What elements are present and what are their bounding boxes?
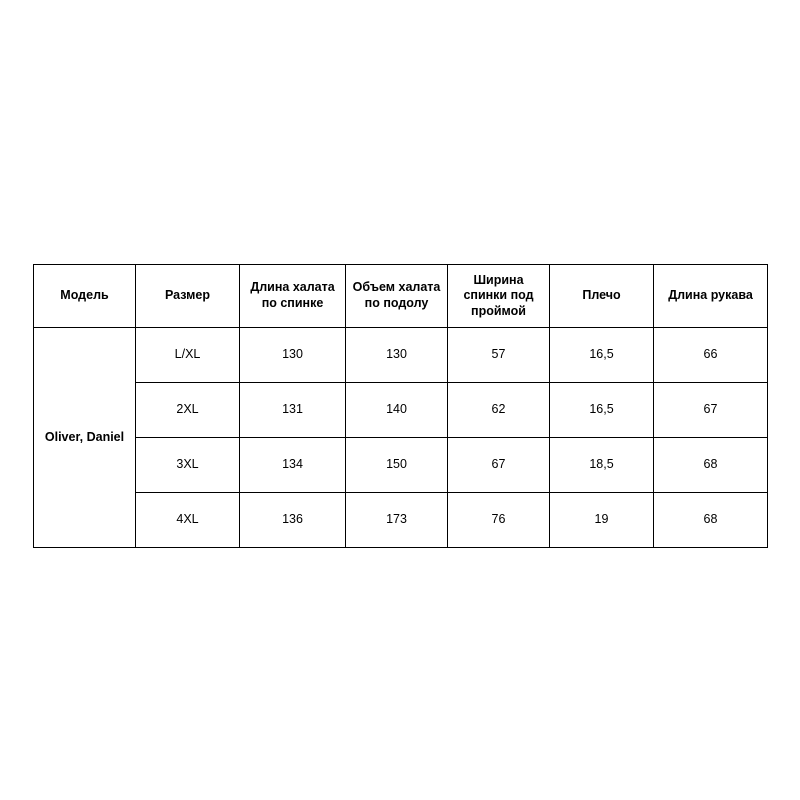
cell-volume-hem: 173 xyxy=(346,493,448,548)
model-cell: Oliver, Daniel xyxy=(34,328,136,548)
cell-size: 2XL xyxy=(136,383,240,438)
header-model: Модель xyxy=(34,265,136,328)
cell-shoulder: 19 xyxy=(550,493,654,548)
cell-back-width: 67 xyxy=(448,438,550,493)
cell-back-width: 62 xyxy=(448,383,550,438)
table-row xyxy=(34,438,768,493)
cell-size: 3XL xyxy=(136,438,240,493)
size-table xyxy=(33,264,768,548)
table-row xyxy=(34,328,768,383)
header-back-width: Ширина спинки под проймой xyxy=(448,265,550,328)
cell-shoulder: 18,5 xyxy=(550,438,654,493)
cell-volume-hem: 150 xyxy=(346,438,448,493)
cell-shoulder: 16,5 xyxy=(550,383,654,438)
cell-size: L/XL xyxy=(136,328,240,383)
cell-length-back: 134 xyxy=(240,438,346,493)
cell-length-back: 130 xyxy=(240,328,346,383)
table-row xyxy=(34,493,768,548)
header-sleeve-length: Длина рукава xyxy=(654,265,768,328)
cell-length-back: 131 xyxy=(240,383,346,438)
header-length-back: Длина халата по спинке xyxy=(240,265,346,328)
table-row xyxy=(34,383,768,438)
table-header xyxy=(34,265,768,328)
cell-volume-hem: 140 xyxy=(346,383,448,438)
table-body xyxy=(34,328,768,548)
header-shoulder: Плечо xyxy=(550,265,654,328)
cell-sleeve: 68 xyxy=(654,438,768,493)
cell-back-width: 57 xyxy=(448,328,550,383)
size-chart-container xyxy=(33,264,767,548)
cell-length-back: 136 xyxy=(240,493,346,548)
header-volume-hem: Объем халата по подолу xyxy=(346,265,448,328)
cell-sleeve: 66 xyxy=(654,328,768,383)
header-row xyxy=(34,265,768,328)
cell-volume-hem: 130 xyxy=(346,328,448,383)
cell-size: 4XL xyxy=(136,493,240,548)
header-size: Размер xyxy=(136,265,240,328)
cell-sleeve: 67 xyxy=(654,383,768,438)
cell-sleeve: 68 xyxy=(654,493,768,548)
cell-shoulder: 16,5 xyxy=(550,328,654,383)
cell-back-width: 76 xyxy=(448,493,550,548)
